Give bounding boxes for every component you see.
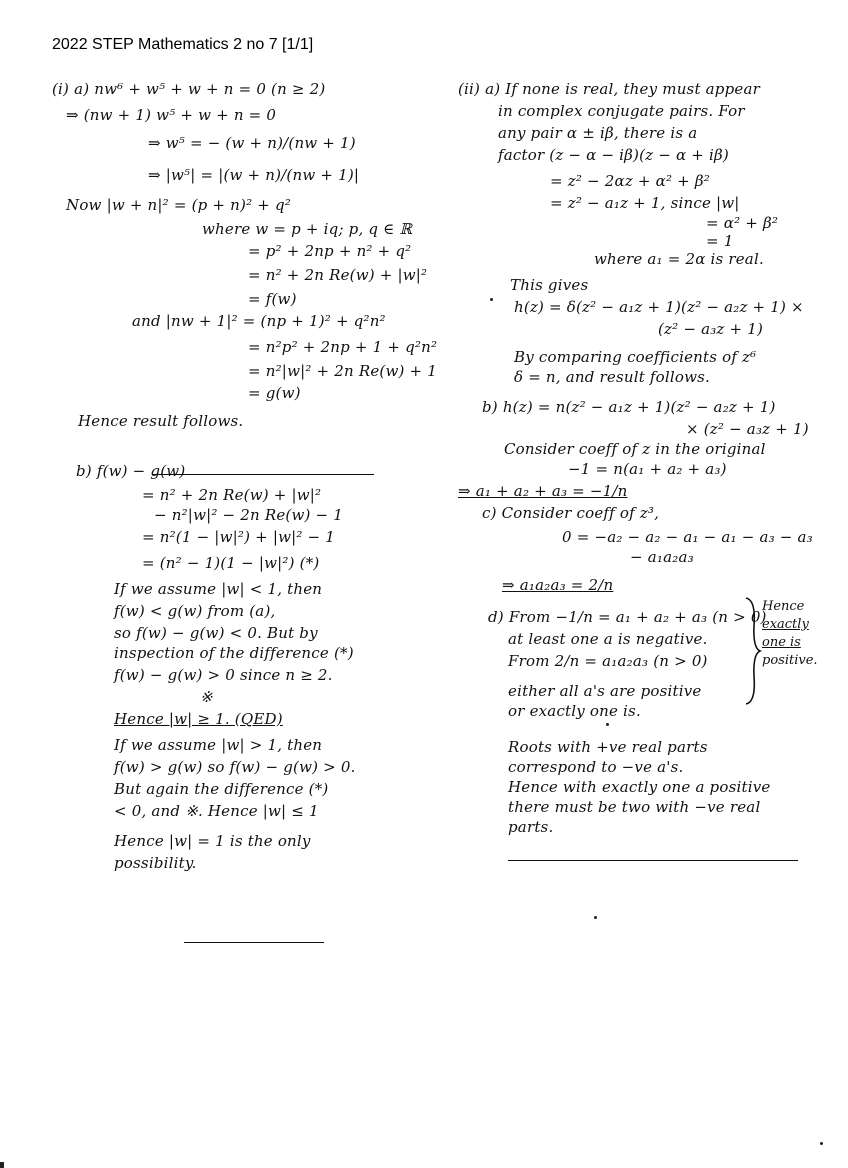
- brace-note-line: Hence: [762, 599, 805, 614]
- solution-line: But again the difference (*): [114, 780, 329, 798]
- solution-line: in complex conjugate pairs. For: [498, 102, 745, 120]
- solution-line: Consider coeff of z in the original: [504, 440, 766, 458]
- scan-speck: [606, 723, 609, 726]
- solution-line: b) f(w) − g(w): [76, 462, 186, 480]
- brace-note: [762, 598, 832, 670]
- solution-line: (z² − a₃z + 1): [658, 320, 764, 338]
- solution-line: By comparing coefficients of z⁶: [514, 348, 757, 366]
- solution-line: ⇒ a₁ + a₂ + a₃ = −1/n: [458, 482, 628, 500]
- solution-line: = n²|w|² + 2n Re(w) + 1: [248, 362, 438, 380]
- solution-line: or exactly one is.: [508, 702, 641, 720]
- solution-line: = (n² − 1)(1 − |w|²) (*): [142, 554, 320, 572]
- solution-line: = g(w): [248, 384, 301, 402]
- solution-line: Roots with +ve real parts: [508, 738, 708, 756]
- solution-line: Hence result follows.: [78, 412, 244, 430]
- solution-line: any pair α ± iβ, there is a: [498, 124, 698, 142]
- solution-line: × (z² − a₃z + 1): [686, 420, 809, 438]
- solution-line: From 2/n = a₁a₂a₃ (n > 0): [508, 652, 708, 670]
- solution-line: inspection of the difference (*): [114, 644, 354, 662]
- solution-line: at least one a is negative.: [508, 630, 708, 648]
- solution-line: Hence with exactly one a positive: [508, 778, 771, 796]
- solution-line: − n²|w|² − 2n Re(w) − 1: [154, 506, 344, 524]
- solution-line: f(w) − g(w) > 0 since n ≥ 2.: [114, 666, 333, 684]
- solution-line: = 1: [706, 232, 734, 250]
- solution-line: where w = p + iq; p, q ∈ ℝ: [202, 220, 413, 238]
- solution-line: parts.: [508, 818, 554, 836]
- brace-note-line: one is: [762, 635, 801, 650]
- page-title: 2022 STEP Mathematics 2 no 7 [1/1]: [52, 36, 314, 53]
- section-divider: [184, 942, 324, 943]
- solution-line: factor (z − α − iβ)(z − α + iβ): [498, 146, 729, 164]
- solution-line: Now |w + n|² = (p + n)² + q²: [66, 196, 291, 214]
- left-column: [52, 80, 452, 876]
- solution-line: correspond to −ve a's.: [508, 758, 684, 776]
- solution-line: = p² + 2np + n² + q²: [248, 242, 412, 260]
- solution-line: (i) a) nw⁶ + w⁵ + w + n = 0 (n ≥ 2): [52, 80, 326, 98]
- solution-line: δ = n, and result follows.: [514, 368, 711, 386]
- contradiction-symbol: ※: [200, 688, 213, 706]
- solution-line: = f(w): [248, 290, 297, 308]
- solution-line: (ii) a) If none is real, they must appear: [458, 80, 760, 98]
- right-column: [458, 80, 828, 838]
- solution-line: This gives: [510, 276, 589, 294]
- solution-line: = n² + 2n Re(w) + |w|²: [142, 486, 322, 504]
- scan-speck: [490, 298, 493, 301]
- brace-icon: [744, 596, 762, 706]
- solution-line: ⇒ |w⁵| = |(w + n)/(nw + 1)|: [148, 166, 360, 184]
- brace-note-line: exactly: [762, 617, 809, 632]
- solution-line: = z² − a₁z + 1, since |w|: [550, 194, 740, 212]
- scan-speck: [0, 1162, 4, 1168]
- part-i-b: [52, 462, 452, 876]
- solution-line: Hence |w| ≥ 1. (QED): [114, 710, 283, 728]
- solution-line: possibility.: [114, 854, 197, 872]
- solution-line: ⇒ (nw + 1) w⁵ + w + n = 0: [66, 106, 277, 124]
- solution-line: If we assume |w| > 1, then: [114, 736, 323, 754]
- solution-line: ⇒ a₁a₂a₃ = 2/n: [502, 576, 614, 594]
- solution-line: ⇒ w⁵ = − (w + n)/(nw + 1): [148, 134, 356, 152]
- solution-line: either all a's are positive: [508, 682, 702, 700]
- part-ii-b: [458, 398, 828, 504]
- solution-line: b) h(z) = n(z² − a₁z + 1)(z² − a₂z + 1): [482, 398, 776, 416]
- solution-line: −1 = n(a₁ + a₂ + a₃): [568, 460, 727, 478]
- scan-speck: [820, 1142, 823, 1145]
- solution-line: If we assume |w| < 1, then: [114, 580, 323, 598]
- solution-line: f(w) > g(w) so f(w) − g(w) > 0.: [114, 758, 356, 776]
- solution-line: c) Consider coeff of z³,: [482, 504, 660, 522]
- solution-line: < 0, and ※. Hence |w| ≤ 1: [114, 802, 319, 820]
- solution-line: − a₁a₂a₃: [630, 548, 694, 566]
- solution-line: = z² − 2αz + α² + β²: [550, 172, 710, 190]
- solution-line: 0 = −a₂ − a₂ − a₁ − a₁ − a₃ − a₃: [562, 528, 813, 546]
- solution-line: = n²p² + 2np + 1 + q²n²: [248, 338, 438, 356]
- solution-line: so f(w) − g(w) < 0. But by: [114, 624, 318, 642]
- section-divider: [152, 474, 374, 475]
- solution-line: d) From −1/n = a₁ + a₂ + a₃ (n > 0): [488, 608, 767, 626]
- solution-line: Hence |w| = 1 is the only: [114, 832, 311, 850]
- part-ii-c: [458, 504, 828, 608]
- solution-line: f(w) < g(w) from (a),: [114, 602, 276, 620]
- solution-line: = α² + β²: [706, 214, 779, 232]
- scan-speck: [594, 916, 597, 919]
- brace-note-line: positive.: [762, 653, 818, 668]
- section-divider: [508, 860, 798, 861]
- part-ii-a: [458, 80, 828, 398]
- solution-line: = n² + 2n Re(w) + |w|²: [248, 266, 428, 284]
- solution-line: = n²(1 − |w|²) + |w|² − 1: [142, 528, 336, 546]
- solution-line: where a₁ = 2α is real.: [594, 250, 764, 268]
- solution-line: there must be two with −ve real: [508, 798, 761, 816]
- solution-line: and |nw + 1|² = (np + 1)² + q²n²: [132, 312, 386, 330]
- part-i-a: [52, 80, 452, 462]
- solution-line: h(z) = δ(z² − a₁z + 1)(z² − a₂z + 1) ×: [514, 298, 804, 316]
